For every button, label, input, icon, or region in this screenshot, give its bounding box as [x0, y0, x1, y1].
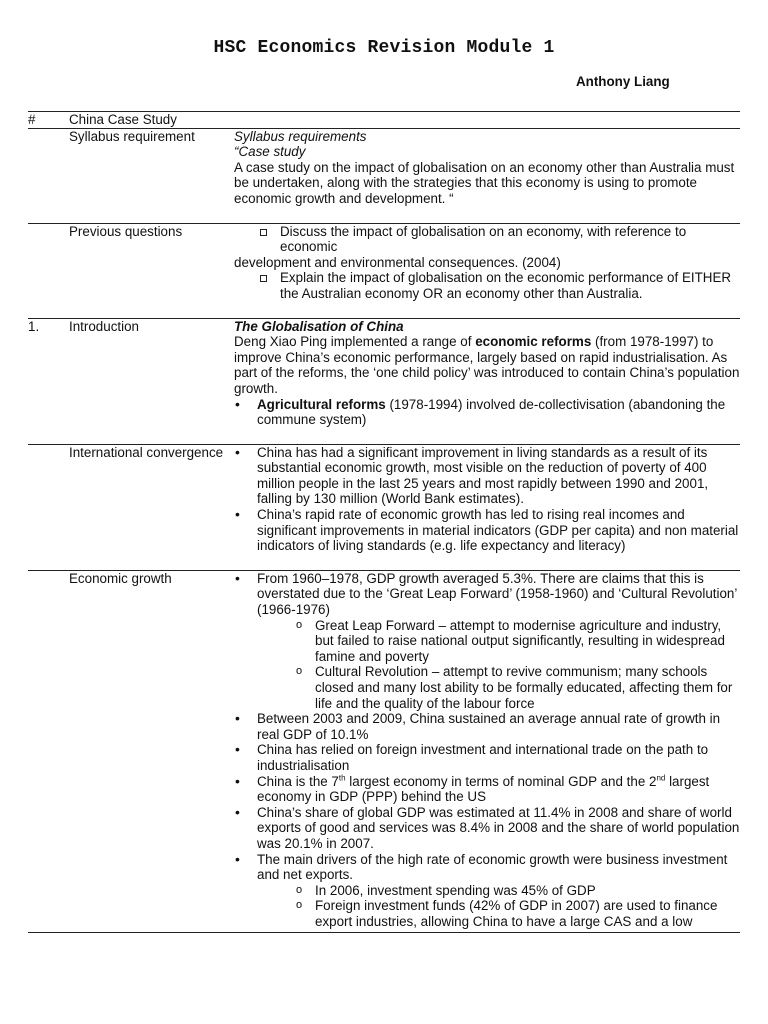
list-item: • China has relied on foreign investment and international trade on the path to industrialisation — [234, 742, 740, 773]
intro-heading: The Globalisation of China — [234, 318, 404, 334]
list-item: Explain the impact of globalisation on the economic performance of EITHER the Australian economy OR an economy other than Australia. — [257, 270, 740, 301]
previous-q1-continued: development and environmental consequences. (2004) — [234, 254, 561, 270]
list-item: • From 1960–1978, GDP growth averaged 5.3%. There are claims that this is overstated due to the ‘Great Leap Forward’ (1958-1960) and ‘Cultural Revolution’ (1966-1976) o Great Leap Forward – attempt to modernise agriculture and industry, but failed to raise national output significantly, resulting in widespread famine and poverty o Cultural Revolution – attempt to revive communism; many schools closed and many lost ability to be formally educated, affecting them for life and the quality of the labour force — [234, 571, 740, 711]
previous-questions-list — [234, 224, 740, 255]
list-item: o Cultural Revolution – attempt to revive communism; many schools closed and many lost ability to be formally educated, affecting them for life and the quality of the labour force — [293, 664, 740, 711]
intro-topic: Introduction — [69, 318, 234, 444]
economic-growth-row — [28, 570, 740, 932]
convergence-topic: International convergence — [69, 444, 234, 570]
syllabus-heading: Syllabus requirements — [234, 128, 367, 144]
list-item: • Agricultural reforms (1978-1994) involved de-collectivisation (abandoning the commune system) — [234, 397, 740, 428]
previous-topic: Previous questions — [69, 223, 234, 318]
convergence-row — [28, 444, 740, 570]
list-item: • Between 2003 and 2009, China sustained an average annual rate of growth in real GDP of 10.1% — [234, 711, 740, 742]
case-study-table — [28, 111, 740, 933]
list-item: • China is the 7th largest economy in terms of nominal GDP and the 2nd largest economy in GDP (PPP) behind the US — [234, 774, 740, 805]
intro-paragraph: Deng Xiao Ping implemented a range of economic reforms (from 1978-1997) to improve China’s economic performance, largely based on rapid industrialisation. As part of the reforms, the ‘one child policy’ was introduced to contain China’s population growth. — [234, 334, 740, 396]
col-num-header: # — [28, 112, 69, 129]
author-name: Anthony Liang — [576, 74, 670, 89]
syllabus-body: A case study on the impact of globalisation on an economy other than Australia must be undertaken, along with the strategies that this economy is using to promote economic growth and development. “ — [234, 159, 735, 206]
list-item: • China’s share of global GDP was estimated at 11.4% in 2008 and share of world exports of good and services was 8.4% in 2008 and the share of world population was 20.1% in 2007. — [234, 805, 740, 852]
list-item: • The main drivers of the high rate of economic growth were business investment and net exports. o In 2006, investment spending was 45% of GDP o Foreign investment funds (42% of GDP in 2007) are used to finance export industries, allowing China to have a large CAS and a low — [234, 852, 740, 930]
list-item: • China has had a significant improvement in living standards as a result of its substantial economic growth, most visible on the reduction of poverty of 400 million people in the last 25 years and most rapidly between 1990 and 2001, falling by 130 million (World Bank estimates). — [234, 445, 740, 507]
list-item: o Great Leap Forward – attempt to modernise agriculture and industry, but failed to raise national output significantly, resulting in widespread famine and poverty — [293, 618, 740, 665]
col-topic-header: China Case Study — [69, 112, 234, 129]
row-number: 1. — [28, 318, 69, 444]
syllabus-subheading: “Case study — [234, 144, 306, 160]
document-title: HSC Economics Revision Module 1 — [213, 38, 555, 58]
syllabus-row — [28, 128, 740, 223]
list-item: • China’s rapid rate of economic growth has led to rising real incomes and significant improvements in material indicators (GDP per capita) and non material indicators of living standards (e.g. life expectancy and literacy) — [234, 507, 740, 554]
syllabus-topic: Syllabus requirement — [69, 128, 195, 144]
previous-questions-row — [28, 223, 740, 318]
list-item: o In 2006, investment spending was 45% of GDP — [293, 883, 740, 899]
introduction-row — [28, 318, 740, 444]
growth-topic: Economic growth — [69, 570, 234, 932]
list-item: o Foreign investment funds (42% of GDP in 2007) are used to finance export industries, allowing China to have a large CAS and a low — [293, 898, 740, 929]
table-header-row — [28, 112, 740, 129]
list-item: Discuss the impact of globalisation on an economy, with reference to economic — [257, 224, 740, 255]
